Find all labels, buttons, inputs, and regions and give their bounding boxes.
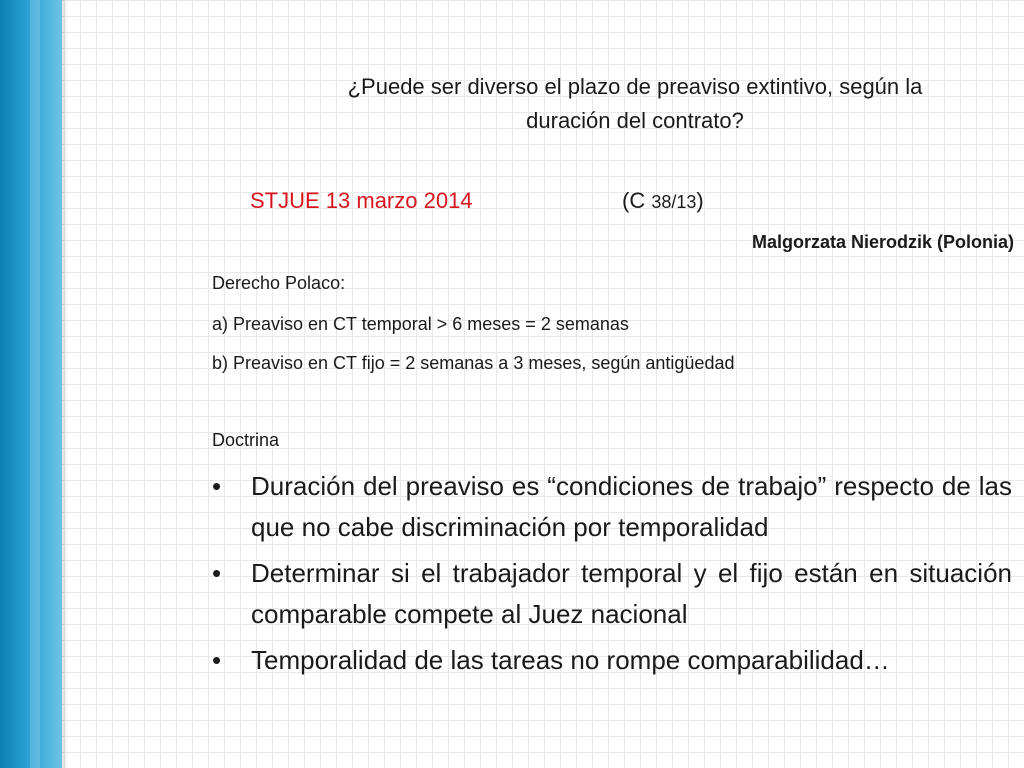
law-item-b: b) Preaviso en CT fijo = 2 semanas a 3 meses, según antigüedad <box>212 353 735 373</box>
judgment-reference <box>250 188 1010 218</box>
title-line-2: duración del contrato? <box>526 108 744 133</box>
case-id: 38/13 <box>651 192 697 212</box>
bullet-dot-icon: • <box>212 645 222 675</box>
case-close: ) <box>696 188 704 213</box>
parties-name: Malgorzata Nierodzik (Polonia) <box>751 232 1014 252</box>
slide-title <box>250 70 1020 138</box>
doctrine-heading: Doctrina <box>212 430 280 450</box>
title-line-1: ¿Puede ser diverso el plazo de preaviso extintivo, según la <box>347 74 923 99</box>
bullet-dot-icon: • <box>212 471 222 501</box>
case-number <box>622 188 704 214</box>
doctrine-bullet-list <box>212 466 1012 686</box>
case-open: (C <box>622 188 652 213</box>
doctrine-bullet <box>212 640 1012 681</box>
bullet-dot-icon: • <box>212 558 222 588</box>
doctrine-bullet <box>212 466 1012 548</box>
bullet-text: Temporalidad de las tareas no rompe comparabilidad… <box>251 645 890 675</box>
bullet-text: Determinar si el trabajador temporal y el fijo están en situación comparable compete al Juez nacional <box>251 558 1012 629</box>
law-item-a: a) Preaviso en CT temporal > 6 meses = 2 semanas <box>212 314 629 334</box>
law-heading: Derecho Polaco: <box>212 273 346 293</box>
bullet-text: Duración del preaviso es “condiciones de trabajo” respecto de las que no cabe discriminación por temporalidad <box>251 471 1012 542</box>
judgment-date: STJUE 13 marzo 2014 <box>250 188 473 213</box>
doctrine-bullet <box>212 553 1012 635</box>
